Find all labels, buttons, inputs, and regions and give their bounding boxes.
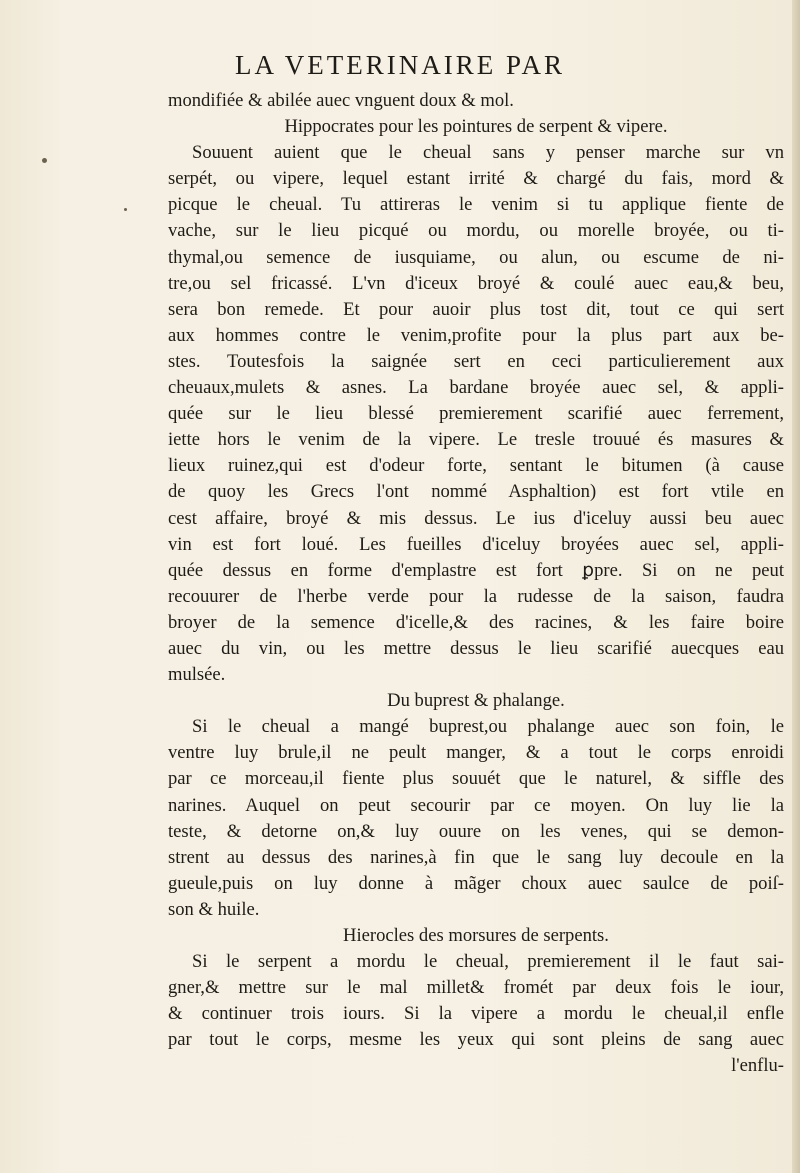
text-line: auec du vin, ou les mettre dessus le lieu scarifié auecques eau [168,637,784,659]
text-line: aux hommes contre le venim,profite pour la plus part aux be- [168,324,784,346]
text-line: de quoy les Grecs l'ont nommé Asphaltion) est fort vtile en [168,481,784,503]
text-line: serpét, ou vipere, lequel estant irrité & chargé du fais, mord & [168,168,784,190]
catchword: l'enflu- [731,1055,784,1077]
body-text [168,88,784,1080]
text-line: vin est fort loué. Les fueilles d'iceluy broyées auec sel, appli- [168,533,784,555]
text-line: lieux ruinez,qui est d'odeur forte, sentant le bitumen (à cause [168,455,784,477]
section-heading: Du buprest & phalange. [387,690,565,712]
text-line: teste, & detorne on,& luy ouure on les venes, qui se demon- [168,820,784,842]
text-line: thymal,ou semence de iusquiame, ou alun, ou escume de ni- [168,246,784,268]
text-line: cheuaux,mulets & asnes. La bardane broyée auec sel, & appli- [168,377,784,399]
text-line: quée dessus en forme d'emplastre est fort ꝑpre. Si on ne peut [168,559,784,581]
text-line: Si le serpent a mordu le cheual, premierement il le faut sai- [192,951,784,973]
text-line: picque le cheual. Tu attireras le venim si tu applique fiente de [168,194,784,216]
text-line: Souuent auient que le cheual sans y penser marche sur vn [192,142,784,164]
text-line: iette hors le venim de la vipere. Le tresle trouué és masures & [168,429,784,451]
margin-dot-mark [124,208,127,211]
text-line: cest affaire, broyé & mis dessus. Le ius d'iceluy aussi beu auec [168,507,784,529]
text-line: stes. Toutesfois la saignée sert en ceci particulierement aux [168,350,784,372]
text-line: par tout le corps, mesme les yeux qui sont pleins de sang auec [168,1029,784,1051]
page-gutter-edge [792,0,800,1173]
text-line: gueule,puis on luy donne à mãger choux auec saulce de poiſ- [168,872,784,894]
text-line: quée sur le lieu blessé premierement scarifié auec ferrement, [168,403,784,425]
text-line: vache, sur le lieu picqué ou mordu, ou morelle broyée, ou ti- [168,220,784,242]
section-heading: Hippocrates pour les pointures de serpent & vipere. [284,116,668,138]
text-line: gner,& mettre sur le mal millet& fromét par deux fois le iour, [168,977,784,999]
text-line: sera bon remede. Et pour auoir plus tost dit, tout ce qui sert [168,298,784,320]
text-line: strent au dessus des narines,à fin que le sang luy decoule en la [168,846,784,868]
running-title: LA VETERINAIRE PAR [234,50,566,80]
text-line: mulsée. [168,664,226,686]
text-line: ventre luy brule,il ne peult manger, & a tout le corps enroidi [168,742,784,764]
text-line: & continuer trois iours. Si la vipere a mordu le cheual,il enfle [168,1003,784,1025]
text-line: narines. Auquel on peut secourir par ce moyen. On luy lie la [168,794,784,816]
text-line: recouurer de l'herbe verde pour la rudesse de la saison, faudra [168,585,784,607]
text-line: tre,ou sel fricassé. L'vn d'iceux broyé & coulé auec eau,& beu, [168,272,784,294]
text-line: Si le cheual a mangé buprest,ou phalange auec son foin, le [192,716,784,738]
text-line: son & huile. [168,898,260,920]
margin-dot-mark [42,158,47,163]
text-line: broyer de la semence d'icelle,& des racines, & les faire boire [168,611,784,633]
text-line: mondifiée & abilée auec vnguent doux & mol. [168,90,514,111]
section-heading: Hierocles des morsures de serpents. [343,925,609,946]
text-line: par ce morceau,il fiente plus souuét que le naturel, & siffle des [168,768,784,790]
